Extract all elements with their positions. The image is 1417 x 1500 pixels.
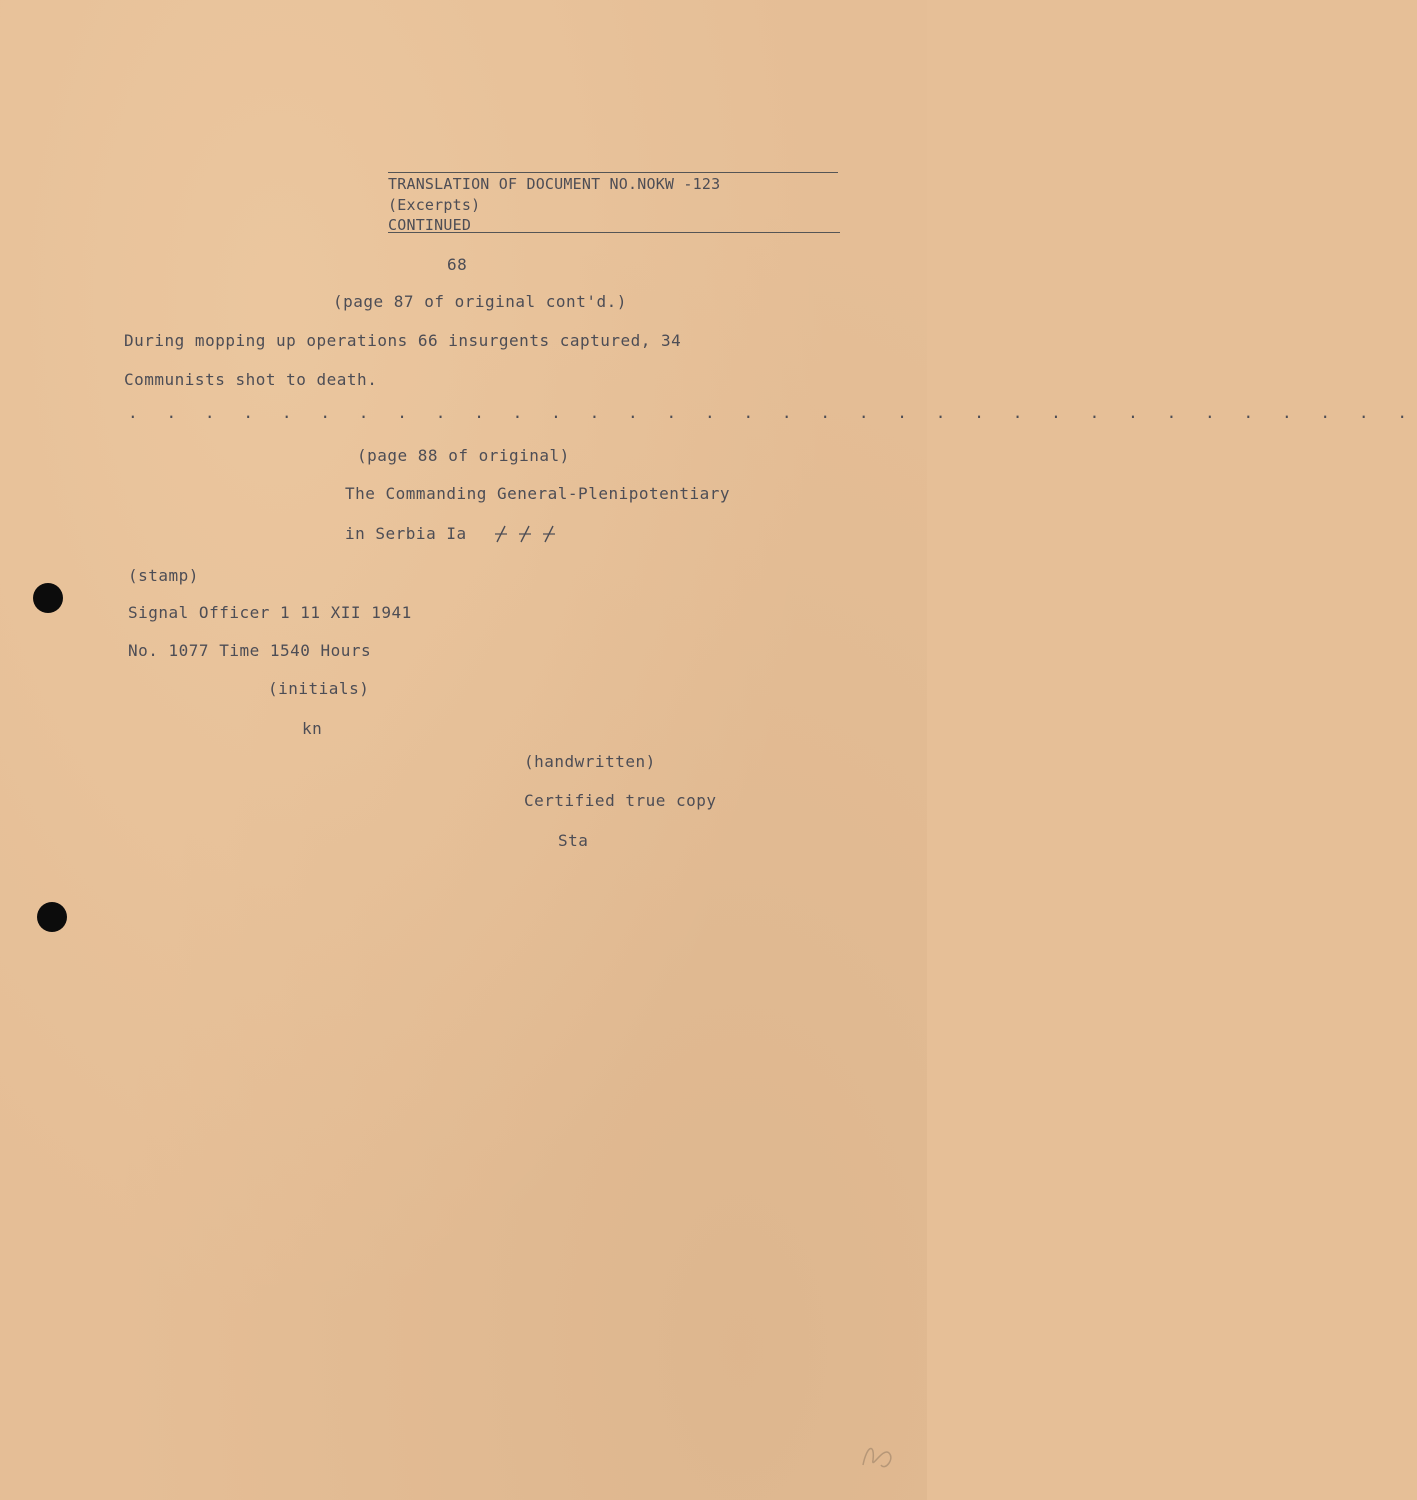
page-number: 68 <box>447 255 468 274</box>
strike-marks <box>495 522 565 546</box>
signatory-line-2: in Serbia Ia <box>345 524 467 543</box>
excerpts-label: (Excerpts) <box>388 196 481 214</box>
page-ref-88: (page 88 of original) <box>357 446 570 465</box>
punch-hole-bottom <box>37 902 67 932</box>
stamp-line-2: No. 1077 Time 1540 Hours <box>128 641 372 660</box>
stamp-label: (stamp) <box>128 566 199 585</box>
body-text-line-1: During mopping up operations 66 insurgents captured, 34 <box>124 331 682 350</box>
continued-label: CONTINUED <box>388 216 472 234</box>
stamp-line-1: Signal Officer 1 11 XII 1941 <box>128 603 412 622</box>
dotted-separator: . . . . . . . . . . . . . . . . . . . . . . . . . . . . . . . . . . <box>128 403 1417 422</box>
punch-hole-top <box>33 583 63 613</box>
document-title: TRANSLATION OF DOCUMENT NO.NOKW -123 <box>388 175 721 193</box>
initials-label: (initials) <box>268 679 370 698</box>
certified-text: Certified true copy <box>524 791 717 810</box>
header-top-rule <box>388 172 838 173</box>
signatory-line-1: The Commanding General-Plenipotentiary <box>345 484 731 503</box>
page-ref-87: (page 87 of original cont'd.) <box>333 292 627 311</box>
initials: kn <box>302 719 323 738</box>
header-bottom-rule <box>388 232 840 233</box>
body-text-line-2: Communists shot to death. <box>124 370 378 389</box>
certifier-initials: Sta <box>558 831 589 850</box>
pencil-mark <box>855 1435 905 1475</box>
handwritten-label: (handwritten) <box>524 752 656 771</box>
